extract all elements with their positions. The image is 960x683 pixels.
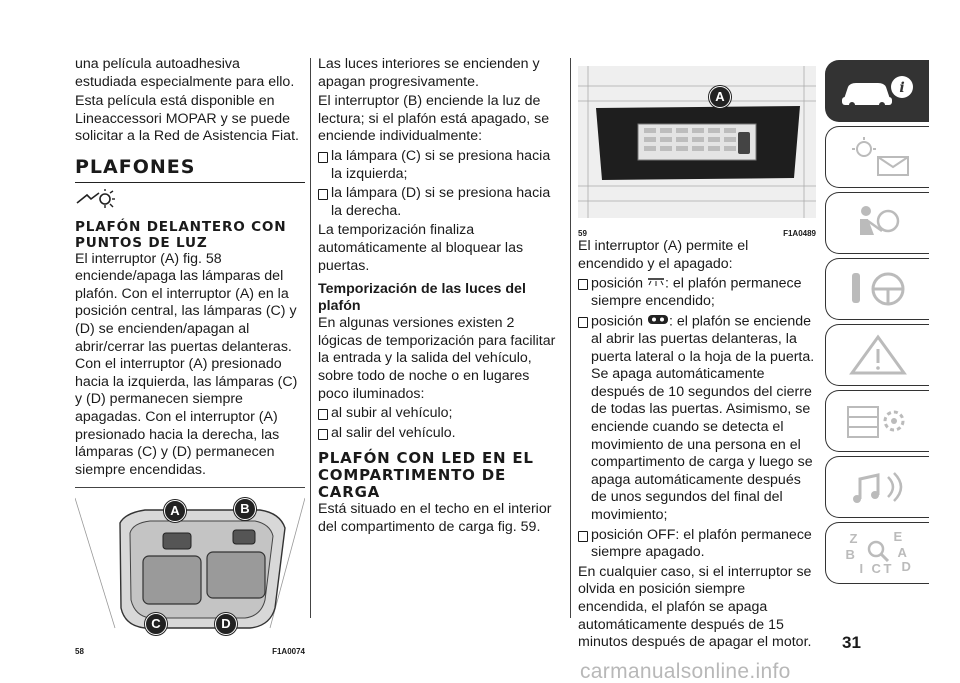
chapter-tabs: [825, 60, 929, 588]
bullet-item: la lámpara (D) si se presiona hacia la derecha.: [318, 185, 558, 220]
bullet-item: posición : el plafón se enciende al abrir las puertas delanteras, la puerta lateral o la hoja de la puerta. Se apaga automáticamente después de 10 segundos del cierre de todas las puertas. Asimismo, se enciende cuando se detecta el movimiento de una persona en el compartimento de carga y luego se apaga automáticamente después de unos segundos del final del movimiento;: [578, 313, 816, 525]
dome-light-illustration: [75, 488, 305, 638]
dashboard-lights-icon: [838, 135, 918, 179]
figure-code: F1A0489: [783, 229, 816, 238]
column-divider: [570, 58, 571, 618]
paragraph: Está situado en el techo en el interior del compartimento de carga fig. 59.: [318, 501, 552, 535]
column-divider: [310, 58, 311, 618]
callout-b: B: [234, 498, 256, 520]
always-on-light-icon: [647, 275, 665, 293]
tab-dashboard[interactable]: [825, 126, 929, 188]
section-heading-plafones: PLAFONES: [75, 156, 305, 183]
paragraph: La temporización finaliza automáticamente al bloquear las puertas.: [318, 222, 524, 274]
tab-safety[interactable]: [825, 192, 929, 254]
column-right: [578, 58, 816, 654]
tab-multimedia[interactable]: [825, 456, 929, 518]
section-heading-led: PLAFÓN CON LED EN EL COMPARTIMENTO DE CARGA: [318, 449, 534, 502]
figure-number: 58: [75, 647, 84, 657]
car-info-icon: [838, 71, 918, 111]
paragraph: Esta película está disponible en Lineaccessori MOPAR y se puede solicitar a la Red de Asistencia Fiat.: [75, 93, 299, 145]
callout-a: A: [709, 86, 731, 108]
airbag-seat-icon: [838, 201, 918, 245]
interior-light-icon: [75, 189, 305, 215]
paragraph: El interruptor (A) fig. 58 enciende/apaga las lámparas del plafón. Con el interruptor (A) en la posición central, las lámparas (C) y (D) se encienden/apagan al abrir/cerrar las puertas delanteras. Con el interruptor (A) presionado hacia la izquierda, las lámparas (C) y (D) permanecen siempre apagadas. Con el interruptor (A) presionado hacia la derecha, las lámparas (C) y (D) permanecen siempre encendidas.: [75, 250, 298, 478]
maintenance-gears-icon: [838, 399, 918, 443]
callout-d: D: [215, 613, 237, 635]
tab-starting[interactable]: [825, 258, 929, 320]
bullet-item: al subir al vehículo;: [318, 405, 558, 423]
column-left: [75, 56, 305, 657]
key-steering-icon: [838, 267, 918, 311]
column-middle: [318, 56, 558, 538]
paragraph: una película autoadhesiva estudiada especialmente para ello.: [75, 56, 295, 90]
index-letters-icon: Z E B A I C T D: [845, 529, 911, 576]
paragraph: En algunas versiones existen 2 lógicas de temporización para facilitar la entrada y la salida del vehículo, sobre todo de noche o en lugares poco iluminados:: [318, 315, 556, 402]
paragraph: El interruptor (A) permite el encendido y el apagado:: [578, 238, 749, 272]
bullet-item: posición : el plafón permanece siempre encendido;: [578, 275, 816, 311]
tab-maintenance[interactable]: [825, 390, 929, 452]
callout-c: C: [145, 613, 167, 635]
cargo-led-illustration: [578, 66, 816, 218]
figure-code: F1A0074: [272, 647, 305, 657]
svg-text:i: i: [898, 80, 905, 96]
figure-59: [578, 66, 816, 238]
subsection-heading: Temporización de las luces del plafón: [318, 281, 526, 315]
footer-watermark: carmanualsonline.info: [580, 660, 791, 683]
paragraph: El interruptor (B) enciende la luz de lectura; si el plafón está apagado, se enciende individualmente:: [318, 93, 550, 145]
magnifier-icon: [866, 539, 890, 563]
paragraph: Las luces interiores se encienden y apagan progresivamente.: [318, 56, 540, 90]
bullet-item: la lámpara (C) si se presiona hacia la izquierda;: [318, 148, 558, 183]
tab-index[interactable]: [825, 522, 929, 584]
bullet-item: posición OFF: el plafón permanece siempre apagado.: [578, 527, 816, 562]
subsection-heading: PLAFÓN DELANTERO CON PUNTOS DE LUZ: [75, 218, 287, 251]
warning-road-icon: [838, 333, 918, 377]
figure-number: 59: [578, 229, 587, 238]
page-number: 31: [842, 633, 861, 652]
tab-car-info[interactable]: [825, 60, 929, 122]
figure-58: [75, 487, 305, 657]
callout-a: A: [164, 500, 186, 522]
paragraph: En cualquier caso, si el interruptor se olvida en posición siempre encendida, el plafón se apaga automáticamente después de 15 minutos después de apagar el motor.: [578, 563, 812, 651]
tab-emergency[interactable]: [825, 324, 929, 386]
door-activated-light-icon: [647, 313, 669, 331]
multimedia-icon: [838, 465, 918, 509]
bullet-item: al salir del vehículo.: [318, 425, 558, 443]
